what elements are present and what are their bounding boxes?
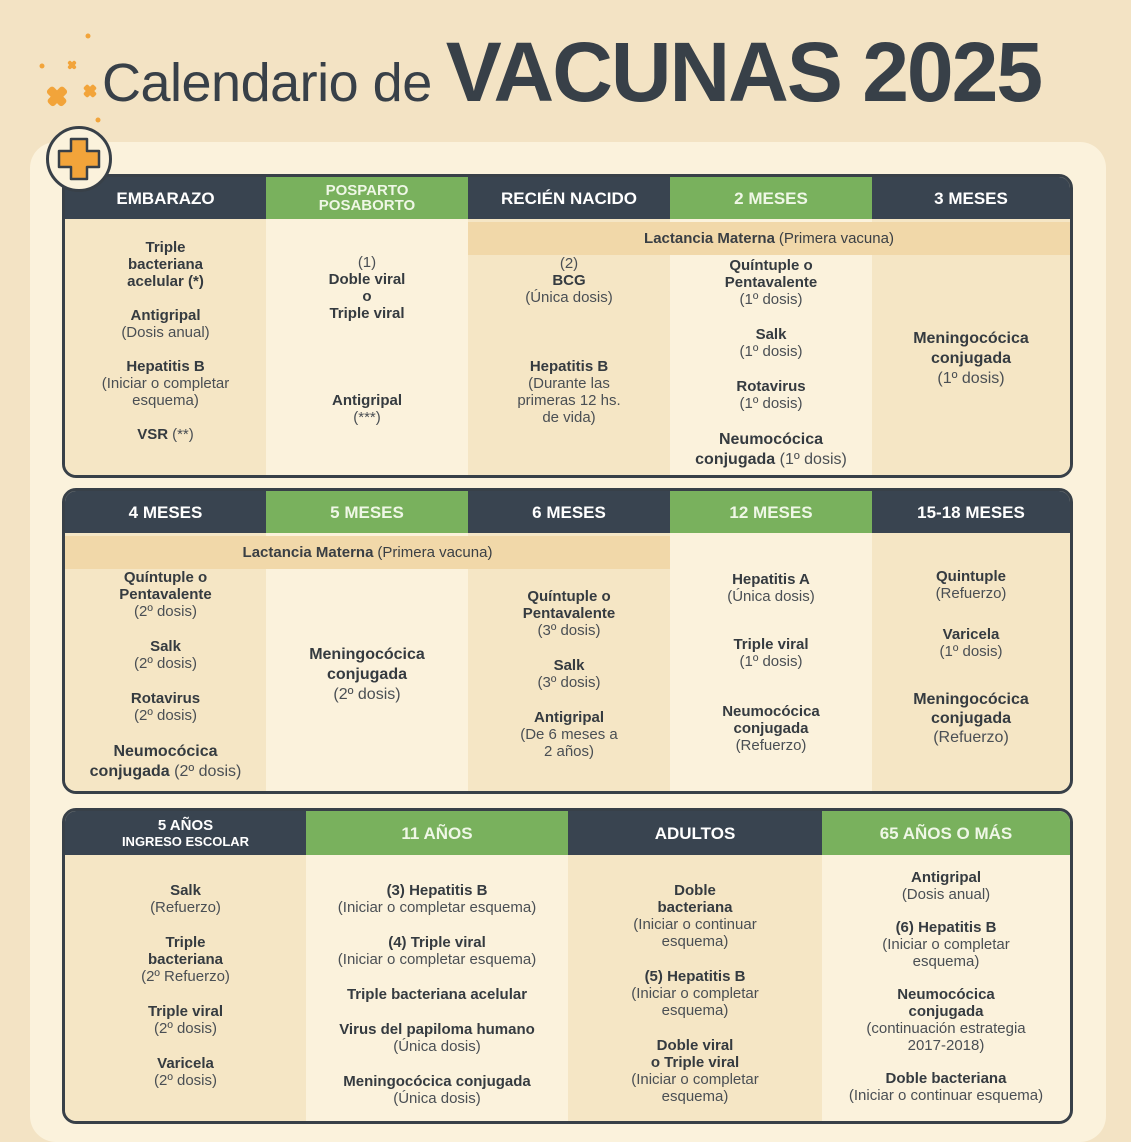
- lactancia-banner: Lactancia Materna (Primera vacuna): [468, 222, 1070, 255]
- panel-row-3: [62, 808, 1073, 1124]
- col-posparto: [266, 219, 468, 475]
- title-bold: VACUNAS 2025: [445, 25, 1042, 119]
- vaccine-item: Doble bacteriana (Iniciar o continuar esquema): [633, 882, 757, 950]
- vaccine-item: Triple bacteriana acelular (*): [127, 239, 204, 290]
- vaccine-item: Meningocócica conjugada (Única dosis): [343, 1073, 531, 1107]
- medical-cross-badge-icon: [46, 126, 112, 192]
- vaccine-item: (3) Hepatitis B (Iniciar o completar esquema): [337, 882, 537, 916]
- vaccine-item: Triple bacteriana (2º Refuerzo): [141, 934, 230, 985]
- sparkle-cross-icon: [30, 30, 110, 125]
- header-adultos: ADULTOS: [568, 811, 822, 855]
- vaccine-item: Varicela (1º dosis): [939, 626, 1003, 660]
- col-12-meses: [670, 533, 872, 791]
- vaccine-item: Salk (1º dosis): [739, 326, 803, 360]
- header-recien-nacido: RECIÉN NACIDO: [468, 177, 670, 219]
- vaccine-item: Triple viral (2º dosis): [147, 1003, 224, 1037]
- vaccine-item: (4) Triple viral (Iniciar o completar esquema): [337, 934, 537, 968]
- title-light: Calendario de: [102, 53, 432, 113]
- col-11-anos: [306, 855, 568, 1121]
- col-recien-nacido: [468, 219, 670, 475]
- vaccine-item: Meningocócica conjugada (1º dosis): [913, 330, 1029, 387]
- vaccine-item: Virus del papiloma humano (Única dosis): [339, 1021, 535, 1055]
- header-embarazo: EMBARAZO: [65, 177, 266, 219]
- col-embarazo: [65, 219, 266, 475]
- vaccine-item: Antigripal (Dosis anual): [121, 307, 210, 341]
- col-5-meses: [266, 533, 468, 791]
- vaccine-item: Quíntuple o Pentavalente (2º dosis): [119, 569, 212, 620]
- header-row-1: [65, 177, 1070, 219]
- header-12-meses: 12 MESES: [670, 491, 872, 533]
- header-5-meses: 5 MESES: [266, 491, 468, 533]
- header-posparto: POSPARTO POSABORTO: [266, 177, 468, 219]
- header-15-18-meses: 15-18 MESES: [872, 491, 1070, 533]
- header-row-3: [65, 811, 1070, 855]
- vaccine-item: Antigripal (***): [332, 392, 402, 426]
- vaccine-item: (1) Doble viral o Triple viral: [328, 254, 406, 322]
- col-3-meses: [872, 219, 1070, 475]
- col-adultos: [568, 855, 822, 1121]
- panel-row-2: [62, 488, 1073, 794]
- vaccine-item: Neumocócica conjugada (Refuerzo): [722, 703, 820, 754]
- col-4-meses: [65, 533, 266, 791]
- vaccine-item: Salk (2º dosis): [134, 638, 197, 672]
- vaccine-item: VSR (**): [137, 426, 194, 443]
- vaccine-item: Doble viral o Triple viral (Iniciar o completar esquema): [631, 1037, 759, 1105]
- vaccine-item: Quíntuple o Pentavalente (3º dosis): [522, 588, 616, 639]
- header-11-anos: 11 AÑOS: [306, 811, 568, 855]
- panel-row-1: [62, 174, 1073, 478]
- vaccine-item: Varicela (2º dosis): [154, 1055, 217, 1089]
- vaccine-item: Neumocócica conjugada (1º dosis): [695, 431, 847, 468]
- header-3-meses: 3 MESES: [872, 177, 1070, 219]
- vaccine-item: Antigripal (Dosis anual): [901, 869, 991, 903]
- vaccine-item: (2) BCG (Única dosis): [525, 255, 613, 306]
- col-15-18-meses: [872, 533, 1070, 791]
- vaccine-item: Hepatitis A (Única dosis): [727, 571, 815, 605]
- vaccine-item: Salk (3º dosis): [537, 657, 601, 691]
- vaccine-item: Quíntuple o Pentavalente (1º dosis): [724, 257, 818, 308]
- vaccine-item: Neumocócica conjugada (continuación estrategia 2017-2018): [866, 986, 1026, 1054]
- vaccine-item: Salk (Refuerzo): [150, 882, 221, 916]
- vaccine-item: Quintuple (Refuerzo): [935, 568, 1007, 602]
- col-6-meses: [468, 533, 670, 791]
- header-6-meses: 6 MESES: [468, 491, 670, 533]
- header-5-anos: 5 AÑOS INGRESO ESCOLAR: [65, 811, 306, 855]
- vaccine-item: (5) Hepatitis B (Iniciar o completar esquema): [631, 968, 759, 1019]
- header-65-anos: 65 AÑOS O MÁS: [822, 811, 1070, 855]
- vaccine-item: Rotavirus (1º dosis): [736, 378, 806, 412]
- vaccine-item: Rotavirus (2º dosis): [130, 690, 201, 724]
- col-5-anos: [65, 855, 306, 1121]
- header-row-2: [65, 491, 1070, 533]
- vaccine-item: Doble bacteriana (Iniciar o continuar esquema): [848, 1070, 1044, 1104]
- header-4-meses: 4 MESES: [65, 491, 266, 533]
- vaccine-item: Neumocócica conjugada (2º dosis): [89, 743, 242, 780]
- lactancia-banner: Lactancia Materna (Primera vacuna): [65, 536, 670, 569]
- col-65-anos: [822, 855, 1070, 1121]
- vaccine-item: Triple viral (1º dosis): [733, 636, 809, 670]
- vaccine-item: (6) Hepatitis B (Iniciar o completar esquema): [882, 919, 1010, 970]
- vaccine-item: Hepatitis B (Iniciar o completar esquema): [101, 358, 230, 409]
- page-title: [102, 24, 1041, 124]
- header-2-meses: 2 MESES: [670, 177, 872, 219]
- vaccine-item: Antigripal (De 6 meses a 2 años): [520, 709, 618, 760]
- vaccine-item: Hepatitis B (Durante las primeras 12 hs. de vida): [517, 358, 621, 426]
- vaccine-item: Meningocócica conjugada (2º dosis): [309, 646, 425, 703]
- vaccine-item: Triple bacteriana acelular: [346, 986, 528, 1003]
- col-2-meses: [670, 219, 872, 475]
- vaccine-item: Meningocócica conjugada (Refuerzo): [913, 691, 1029, 746]
